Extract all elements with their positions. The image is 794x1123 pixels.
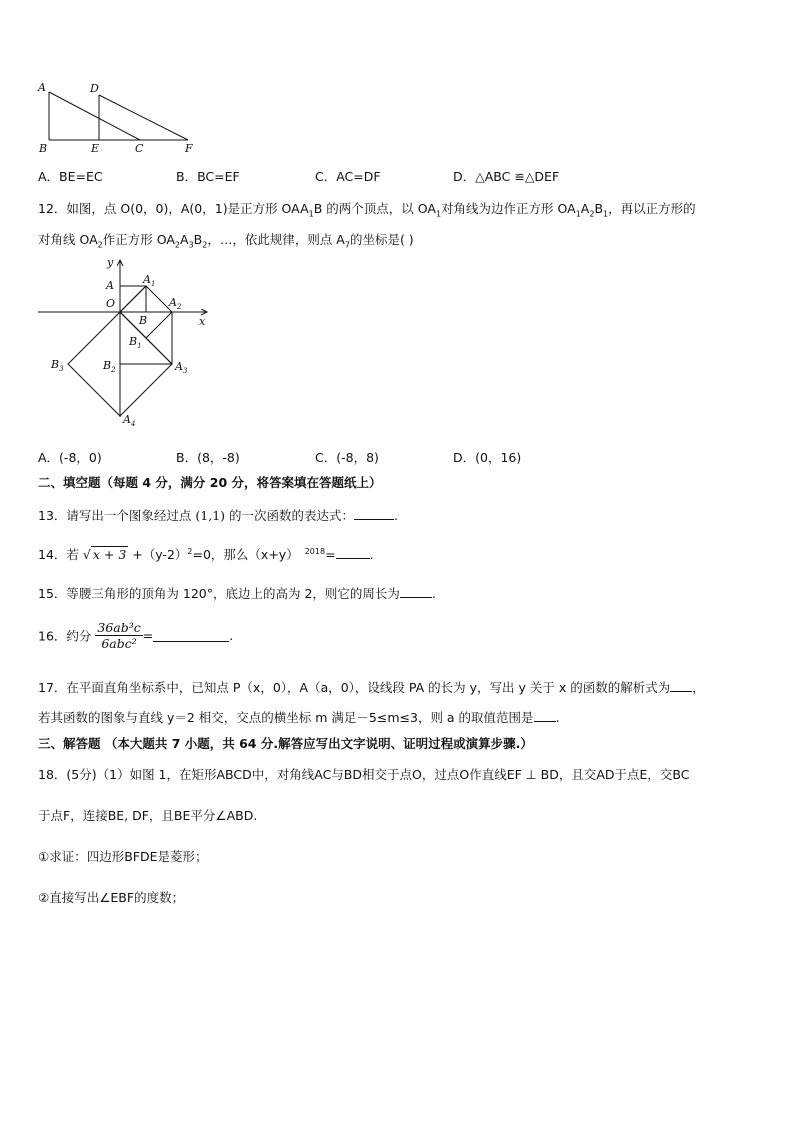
q12-label-a: A bbox=[106, 279, 114, 292]
q17-end: . bbox=[555, 710, 560, 725]
q11-option-a[interactable]: A．BE=EC bbox=[38, 169, 103, 184]
q11-segment-df bbox=[99, 95, 188, 140]
q12-text: B bbox=[594, 201, 604, 216]
q11-label-a: A bbox=[38, 81, 46, 94]
q12-label-x: x bbox=[199, 315, 206, 328]
q12-text: 的坐标是( ) bbox=[349, 232, 414, 247]
q12-label-a2: $A_2$ bbox=[169, 296, 182, 311]
q12-label-y: y bbox=[107, 256, 114, 269]
q12-sub: 1 bbox=[603, 209, 609, 219]
q12-text: B bbox=[193, 232, 203, 247]
q12-option-d[interactable]: D．(0，16) bbox=[453, 450, 522, 465]
q12-sub: 3 bbox=[188, 240, 194, 250]
q11-label-f: F bbox=[185, 142, 193, 155]
q14-radicand: x + 3 bbox=[92, 547, 127, 562]
q17-line2 bbox=[38, 708, 560, 726]
sqrt-icon: √ bbox=[82, 547, 91, 562]
q11-option-d[interactable]: D．△ABC ≌△DEF bbox=[453, 169, 560, 184]
q12-coordinate-figure bbox=[35, 252, 220, 437]
q12-text: A bbox=[180, 232, 189, 247]
q14-question bbox=[38, 545, 374, 563]
q12-option-c[interactable]: C．(-8，8) bbox=[315, 450, 379, 465]
q17-answer-blank-2[interactable] bbox=[534, 710, 556, 722]
q12-label-b3: $B_3$ bbox=[51, 358, 64, 373]
q12-text: ，再以正方形的 bbox=[608, 201, 696, 216]
q16-text: 16．约分 bbox=[38, 628, 92, 644]
q11-option-b[interactable]: B．BC=EF bbox=[176, 169, 240, 184]
q11-label-e: E bbox=[91, 142, 100, 155]
q17-text: ， bbox=[692, 680, 705, 695]
q13-end: . bbox=[394, 508, 399, 523]
q18-part1: ①求证：四边形BFDE是菱形； bbox=[38, 849, 208, 864]
q13-answer-blank[interactable] bbox=[354, 508, 394, 520]
q15-answer-blank[interactable] bbox=[400, 586, 432, 598]
q12-label-a4: $A_4$ bbox=[123, 413, 136, 428]
q12-option-b[interactable]: B．(8，-8) bbox=[176, 450, 240, 465]
q15-end: . bbox=[431, 586, 436, 601]
q11-label-d: D bbox=[90, 82, 99, 95]
q14-equals: = bbox=[325, 547, 336, 562]
q18-line2: 于点F，连接BE, DF，且BE平分∠ABD. bbox=[38, 808, 258, 823]
section-3-heading: 三、解答题 （本大题共 7 小题，共 64 分.解答应写出文字说明、证明过程或演算步骤.） bbox=[38, 736, 533, 751]
q12-sub: 2 bbox=[589, 209, 595, 219]
q14-exponent: 2018 bbox=[304, 546, 326, 556]
q17-line1 bbox=[38, 678, 705, 696]
q12-text: B 的两个顶点，以 OA bbox=[313, 201, 436, 216]
q12-text: ，…，依此规律，则点 A bbox=[207, 232, 345, 247]
q13-text: 13．请写出一个图象经过点 bbox=[38, 508, 192, 523]
q12-sub: 7 bbox=[344, 240, 350, 250]
q12-sub: 1 bbox=[575, 209, 581, 219]
q12-sub: 1 bbox=[435, 209, 442, 219]
q16-question bbox=[38, 620, 233, 651]
q17-text: 17．在平面直角坐标系中，已知点 P（x，0），A（a，0），设线段 PA 的长为 y，写出 y 关于 x 的函数的解析式为 bbox=[38, 680, 671, 695]
q14-text: +（y-2） bbox=[132, 547, 188, 562]
q16-denominator: 6abc² bbox=[101, 636, 137, 651]
q12-sub: 2 bbox=[202, 240, 208, 250]
q12-sub: 2 bbox=[97, 240, 103, 250]
q14-text: =0，那么（x+y） bbox=[192, 547, 299, 562]
q16-equals: = bbox=[142, 628, 154, 643]
q13-text: 的一次函数的表达式： bbox=[229, 508, 355, 523]
q12-text: 12．如图，点 O(0，0)，A(0，1)是正方形 OAA bbox=[38, 201, 309, 216]
q12-text: 对角线为边作正方形 OA bbox=[441, 201, 576, 216]
q12-label-o: O bbox=[106, 297, 116, 310]
q16-end: . bbox=[229, 628, 234, 643]
q12-sub: 1 bbox=[308, 209, 314, 219]
q11-option-c[interactable]: C．AC=DF bbox=[315, 169, 381, 184]
q15-text: 15．等腰三角形的顶角为 120°，底边上的高为 2，则它的周长为 bbox=[38, 586, 400, 601]
q11-label-b: B bbox=[39, 142, 48, 155]
q16-answer-blank[interactable] bbox=[153, 630, 229, 642]
q12-question-line2 bbox=[38, 230, 414, 250]
q12-question-line1 bbox=[38, 199, 696, 219]
q15-question bbox=[38, 584, 436, 602]
q11-segment-ac bbox=[49, 92, 140, 140]
q18-part2: ②直接写出∠EBF的度数； bbox=[38, 890, 185, 905]
q12-label-b1: $B_1$ bbox=[129, 335, 142, 350]
q12-text: A bbox=[580, 201, 590, 216]
q12-label-b: B bbox=[139, 314, 148, 327]
q17-text: 若其函数的图象与直线 y＝2 相交，交点的横坐标 m 满足－5≤m≤3，则 a 的取值范围是 bbox=[38, 710, 534, 725]
q12-text: 对角线 OA bbox=[38, 232, 98, 247]
q14-end: . bbox=[369, 547, 374, 562]
q18-line1: 18．(5分)（1）如图 1，在矩形ABCD中，对角线AC与BD相交于点O，过点O作直线EF ⊥ BD，且交AD于点E，交BC bbox=[38, 767, 690, 782]
q12-text: 作正方形 OA bbox=[102, 232, 175, 247]
section-2-heading: 二、填空题（每题 4 分，满分 20 分，将答案填在答题纸上） bbox=[38, 475, 382, 490]
q14-square: 2 bbox=[187, 546, 193, 556]
q12-sub: 2 bbox=[174, 240, 180, 250]
q11-triangles-figure bbox=[33, 78, 203, 158]
q12-label-b2: $B_2$ bbox=[103, 359, 116, 374]
q11-label-c: C bbox=[135, 142, 144, 155]
q12-label-a3: $A_3$ bbox=[175, 360, 188, 375]
q17-answer-blank-1[interactable] bbox=[670, 680, 692, 692]
q13-point: (1,1) bbox=[195, 508, 226, 523]
q14-text: 14．若 bbox=[38, 547, 79, 562]
q16-fraction bbox=[95, 620, 142, 651]
q12-label-a1: $A_1$ bbox=[143, 273, 156, 288]
q13-question bbox=[38, 506, 398, 524]
q12-option-a[interactable]: A．(-8，0) bbox=[38, 450, 102, 465]
q14-answer-blank[interactable] bbox=[336, 547, 370, 559]
q16-numerator: 36ab³c bbox=[97, 620, 141, 635]
